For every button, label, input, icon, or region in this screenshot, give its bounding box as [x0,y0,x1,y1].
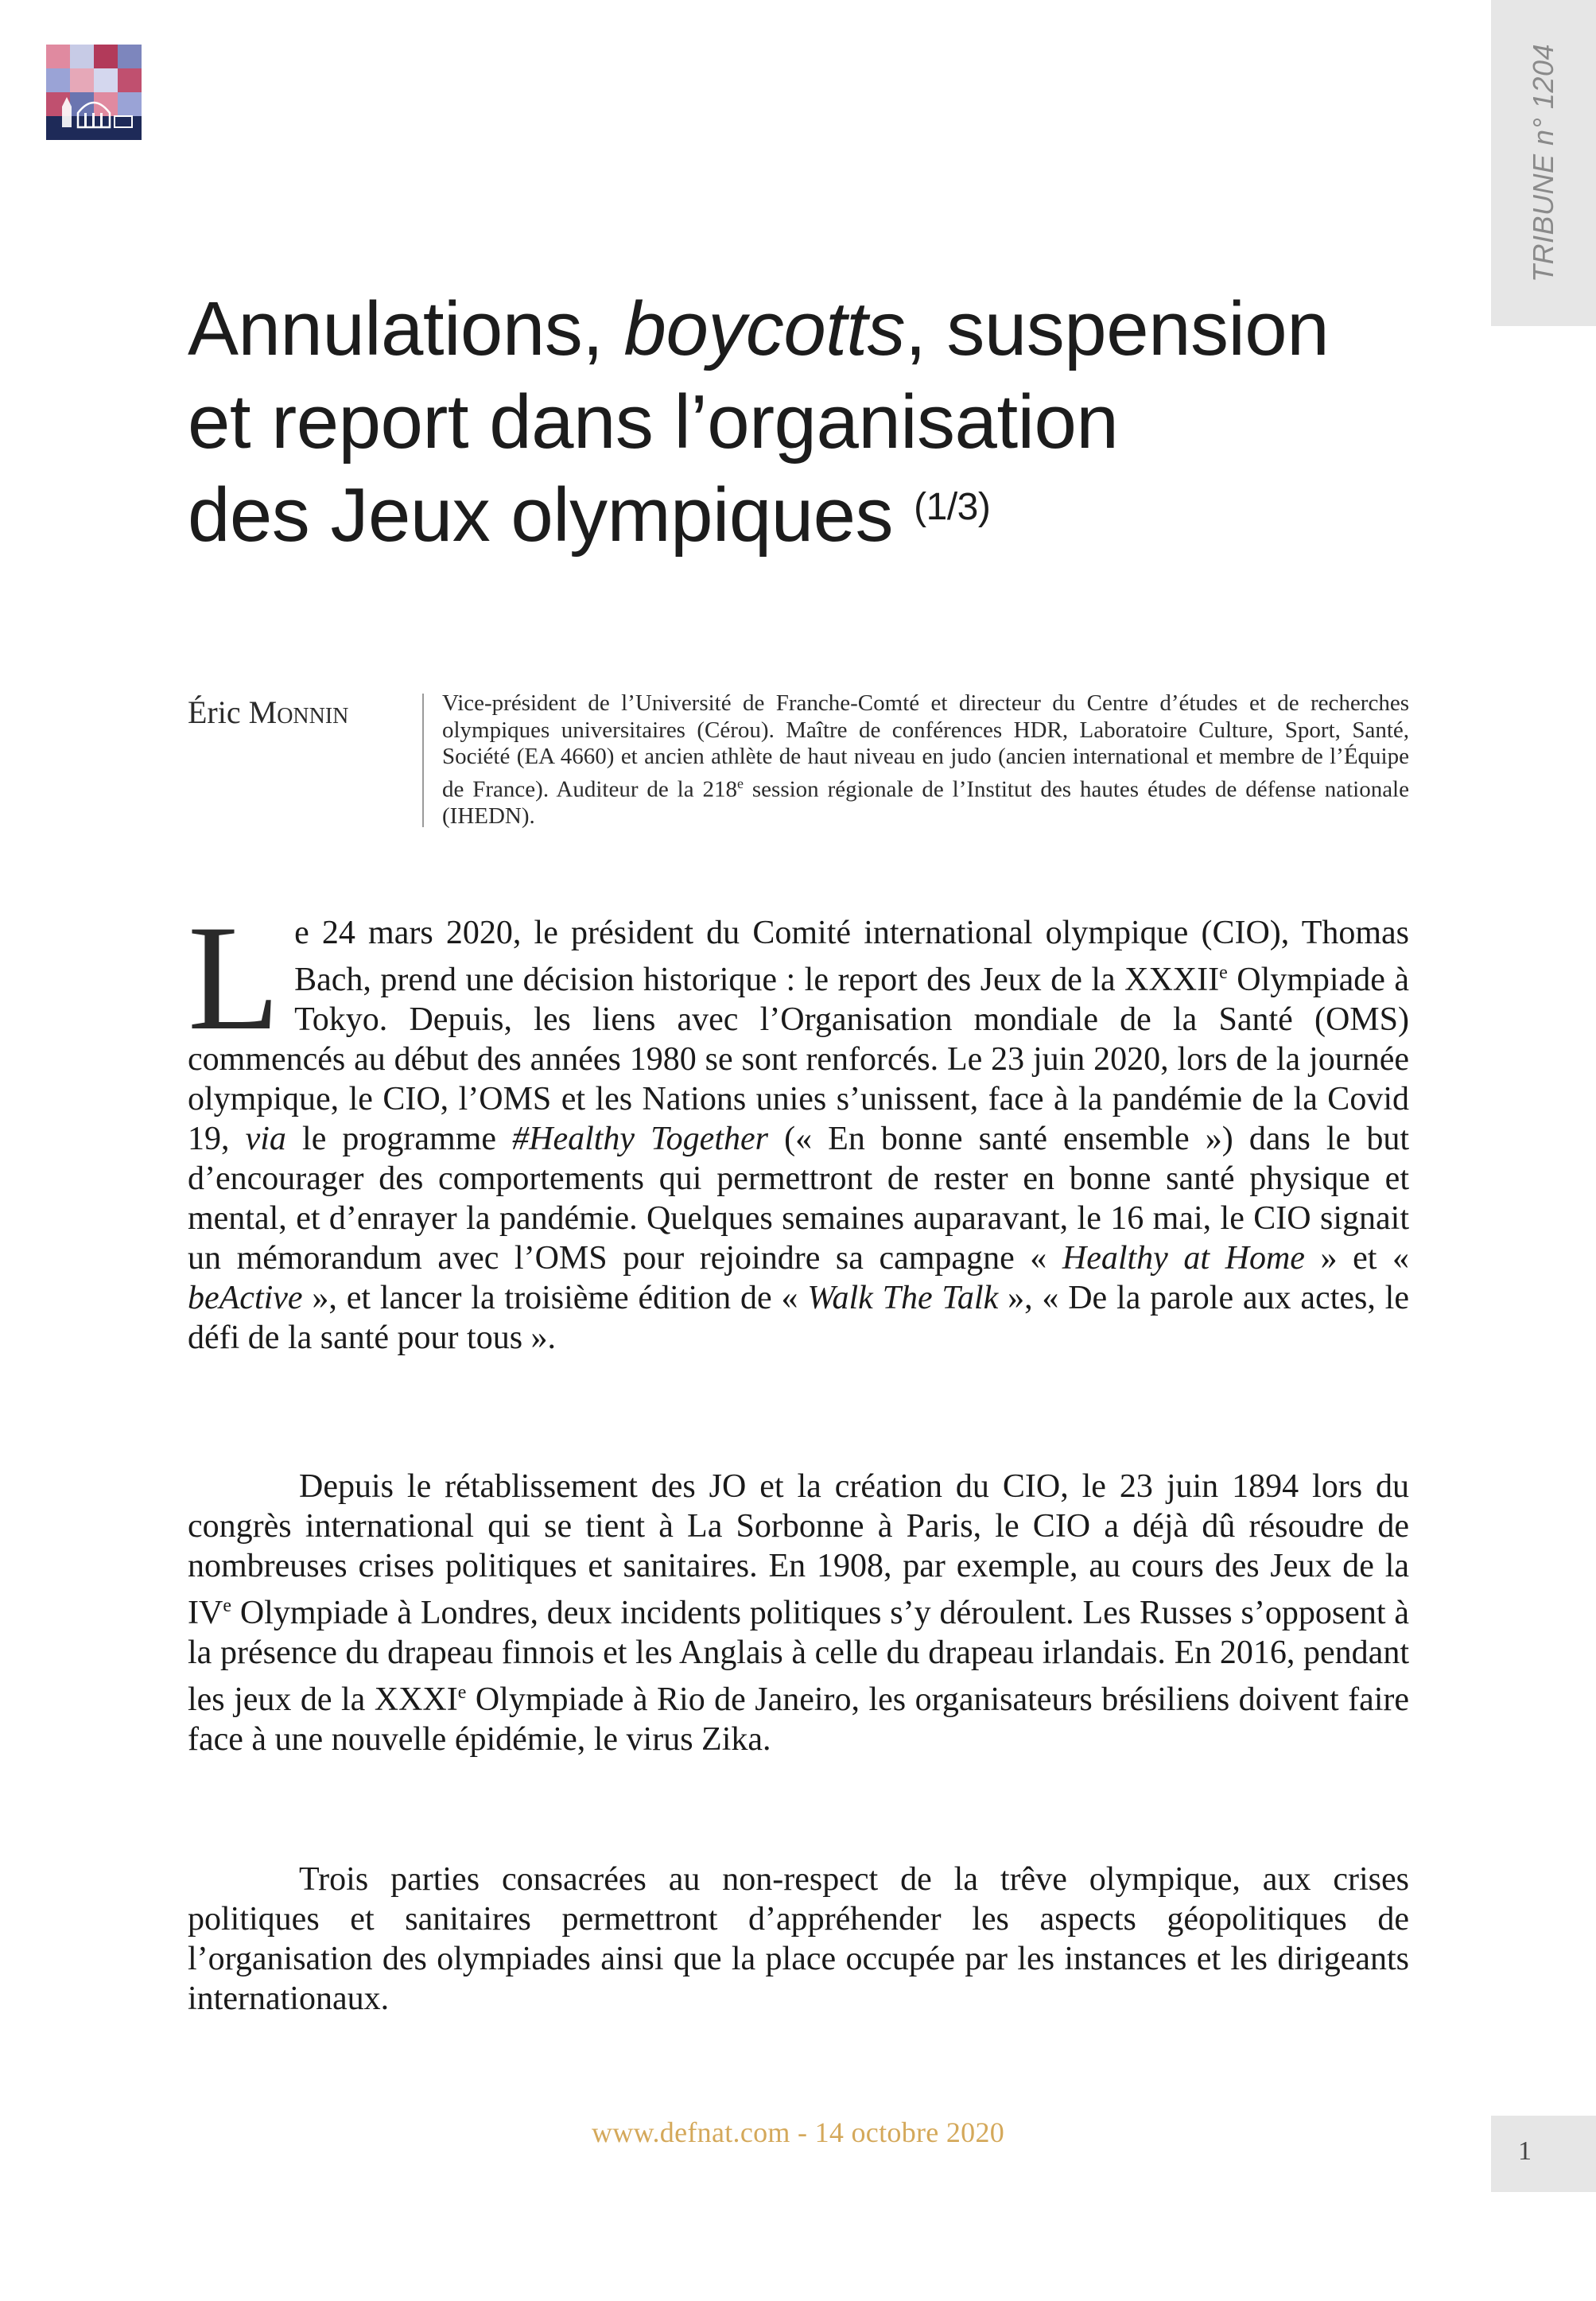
p1-healthy-together: #Healthy Together [512,1121,768,1157]
author-bio-b: session régionale de l’Institut des hautes études de défense nationale (IHEDN). [442,776,1409,829]
paragraph-2 [188,1467,1409,1759]
drop-cap: L [188,895,281,1062]
tribune-tab [1491,0,1596,326]
author-bio-a: Vice-président de l’Université de Franche-Comté et directeur du Centre d’études et de recherches olympiques universitaires (Cérou). Maître de conférences HDR, Laboratoire Culture, Sport, Santé, Société (EA 4660) et ancien athlète de haut niveau en judo (ancien international et membre de l’Équipe de France). Auditeur de la 218 [442,690,1409,803]
author-last-name: Monnin [248,694,349,730]
author-name [188,694,348,731]
p2-text-a: Depuis le rétablissement des JO et la création du CIO, le 23 juin 1894 lors du congrès international qui se tient à La Sorbonne à Paris, le CIO a déjà dû résoudre de nombreuses crises politiques et sanitaires. En 1908, par exemple, au cours des Jeux de la IV [188,1468,1409,1631]
logo-graphic [46,45,142,140]
p2-sup-1: e [223,1596,231,1616]
author-first-name: Éric [188,694,249,730]
title-line2: et report dans l’organisation [188,379,1119,464]
page-number: 1 [1518,2136,1532,2166]
p1-healthy-at-home: Healthy at Home [1062,1240,1305,1277]
title-part: (1/3) [914,486,991,528]
p2-text-c: Olympiade à Rio de Janeiro, les organisateurs brésiliens doivent faire face à une nouvelle épidémie, le virus Zika. [188,1681,1410,1758]
p1-via: via [245,1121,286,1157]
author-bio-sup: e [736,775,744,791]
p1-walk-the-talk: Walk The Talk [807,1280,999,1316]
logo-caption: © TOUS DROITS RÉSERVÉS [101,176,179,182]
p1-sup: e [1219,962,1228,983]
p1-text-g: », « De la parole aux actes, le défi de la santé pour tous ». [188,1280,1409,1356]
p2-sup-2: e [457,1682,467,1703]
title-line3: des Jeux olympiques [188,472,914,558]
p1-text-b: Olympiade à Tokyo. Depuis, les liens avec l’Organisation mondiale de la Santé (OMS) commencés au début des années 1980 se sont renforcés. Le 23 juin 2020, lors de la journée olympique, le CIO, l’OMS et les Nations unies s’unissent, face à la pandémie de la Covid 19, [188,962,1409,1157]
p1-text-d: (« En bonne santé ensemble ») dans le but d’encourager des comportements qui permettront de rester en bonne santé physique et mental, et d’enrayer la pandémie. Quelques semaines auparavant, le 16 mai, le CIO signait un mémorandum avec l’OMS pour rejoindre sa campagne « [188,1121,1410,1277]
title-line1-italic: boycotts [623,286,906,371]
p1-text-c: le programme [285,1121,513,1157]
footer-url-date: www.defnat.com - 14 octobre 2020 [591,2116,1005,2148]
title-line1-c: , suspension [905,286,1330,371]
title-line1-a: Annulations, [188,286,624,371]
p1-beactive: beActive [188,1280,303,1316]
p1-text-a: e 24 mars 2020, le président du Comité international olympique (CIO), Thomas Bach, prend une décision historique : le report des Jeux de la XXXII [294,915,1409,998]
article-title [188,282,1460,562]
tribune-label: TRIBUNE n° 1204 [1527,43,1559,283]
p1-text-e: » et « [1304,1240,1409,1277]
author-bio [442,690,1409,830]
paragraph-3: Trois parties consacrées au non-respect de la trêve olympique, aux crises politiques et sanitaires permettront d’appréhender les aspects géopolitiques de l’organisation des olympiades ainsi que la place occupée par les instances et les dirigeants internationaux. [188,1861,1409,2017]
p2-text-b: Olympiade à Londres, deux incidents politiques s’y déroulent. Les Russes s’opposent à la présence du drapeau finnois et les Anglais à celle du drapeau irlandais. En 2016, pendant les jeux de la XXXI [188,1595,1409,1718]
page-number-tab [1491,2116,1596,2192]
p1-text-f: », et lancer la troisième édition de « [302,1280,808,1316]
publication-logo [46,45,179,182]
paragraph-1 [188,895,1410,1358]
author-divider [422,694,424,827]
